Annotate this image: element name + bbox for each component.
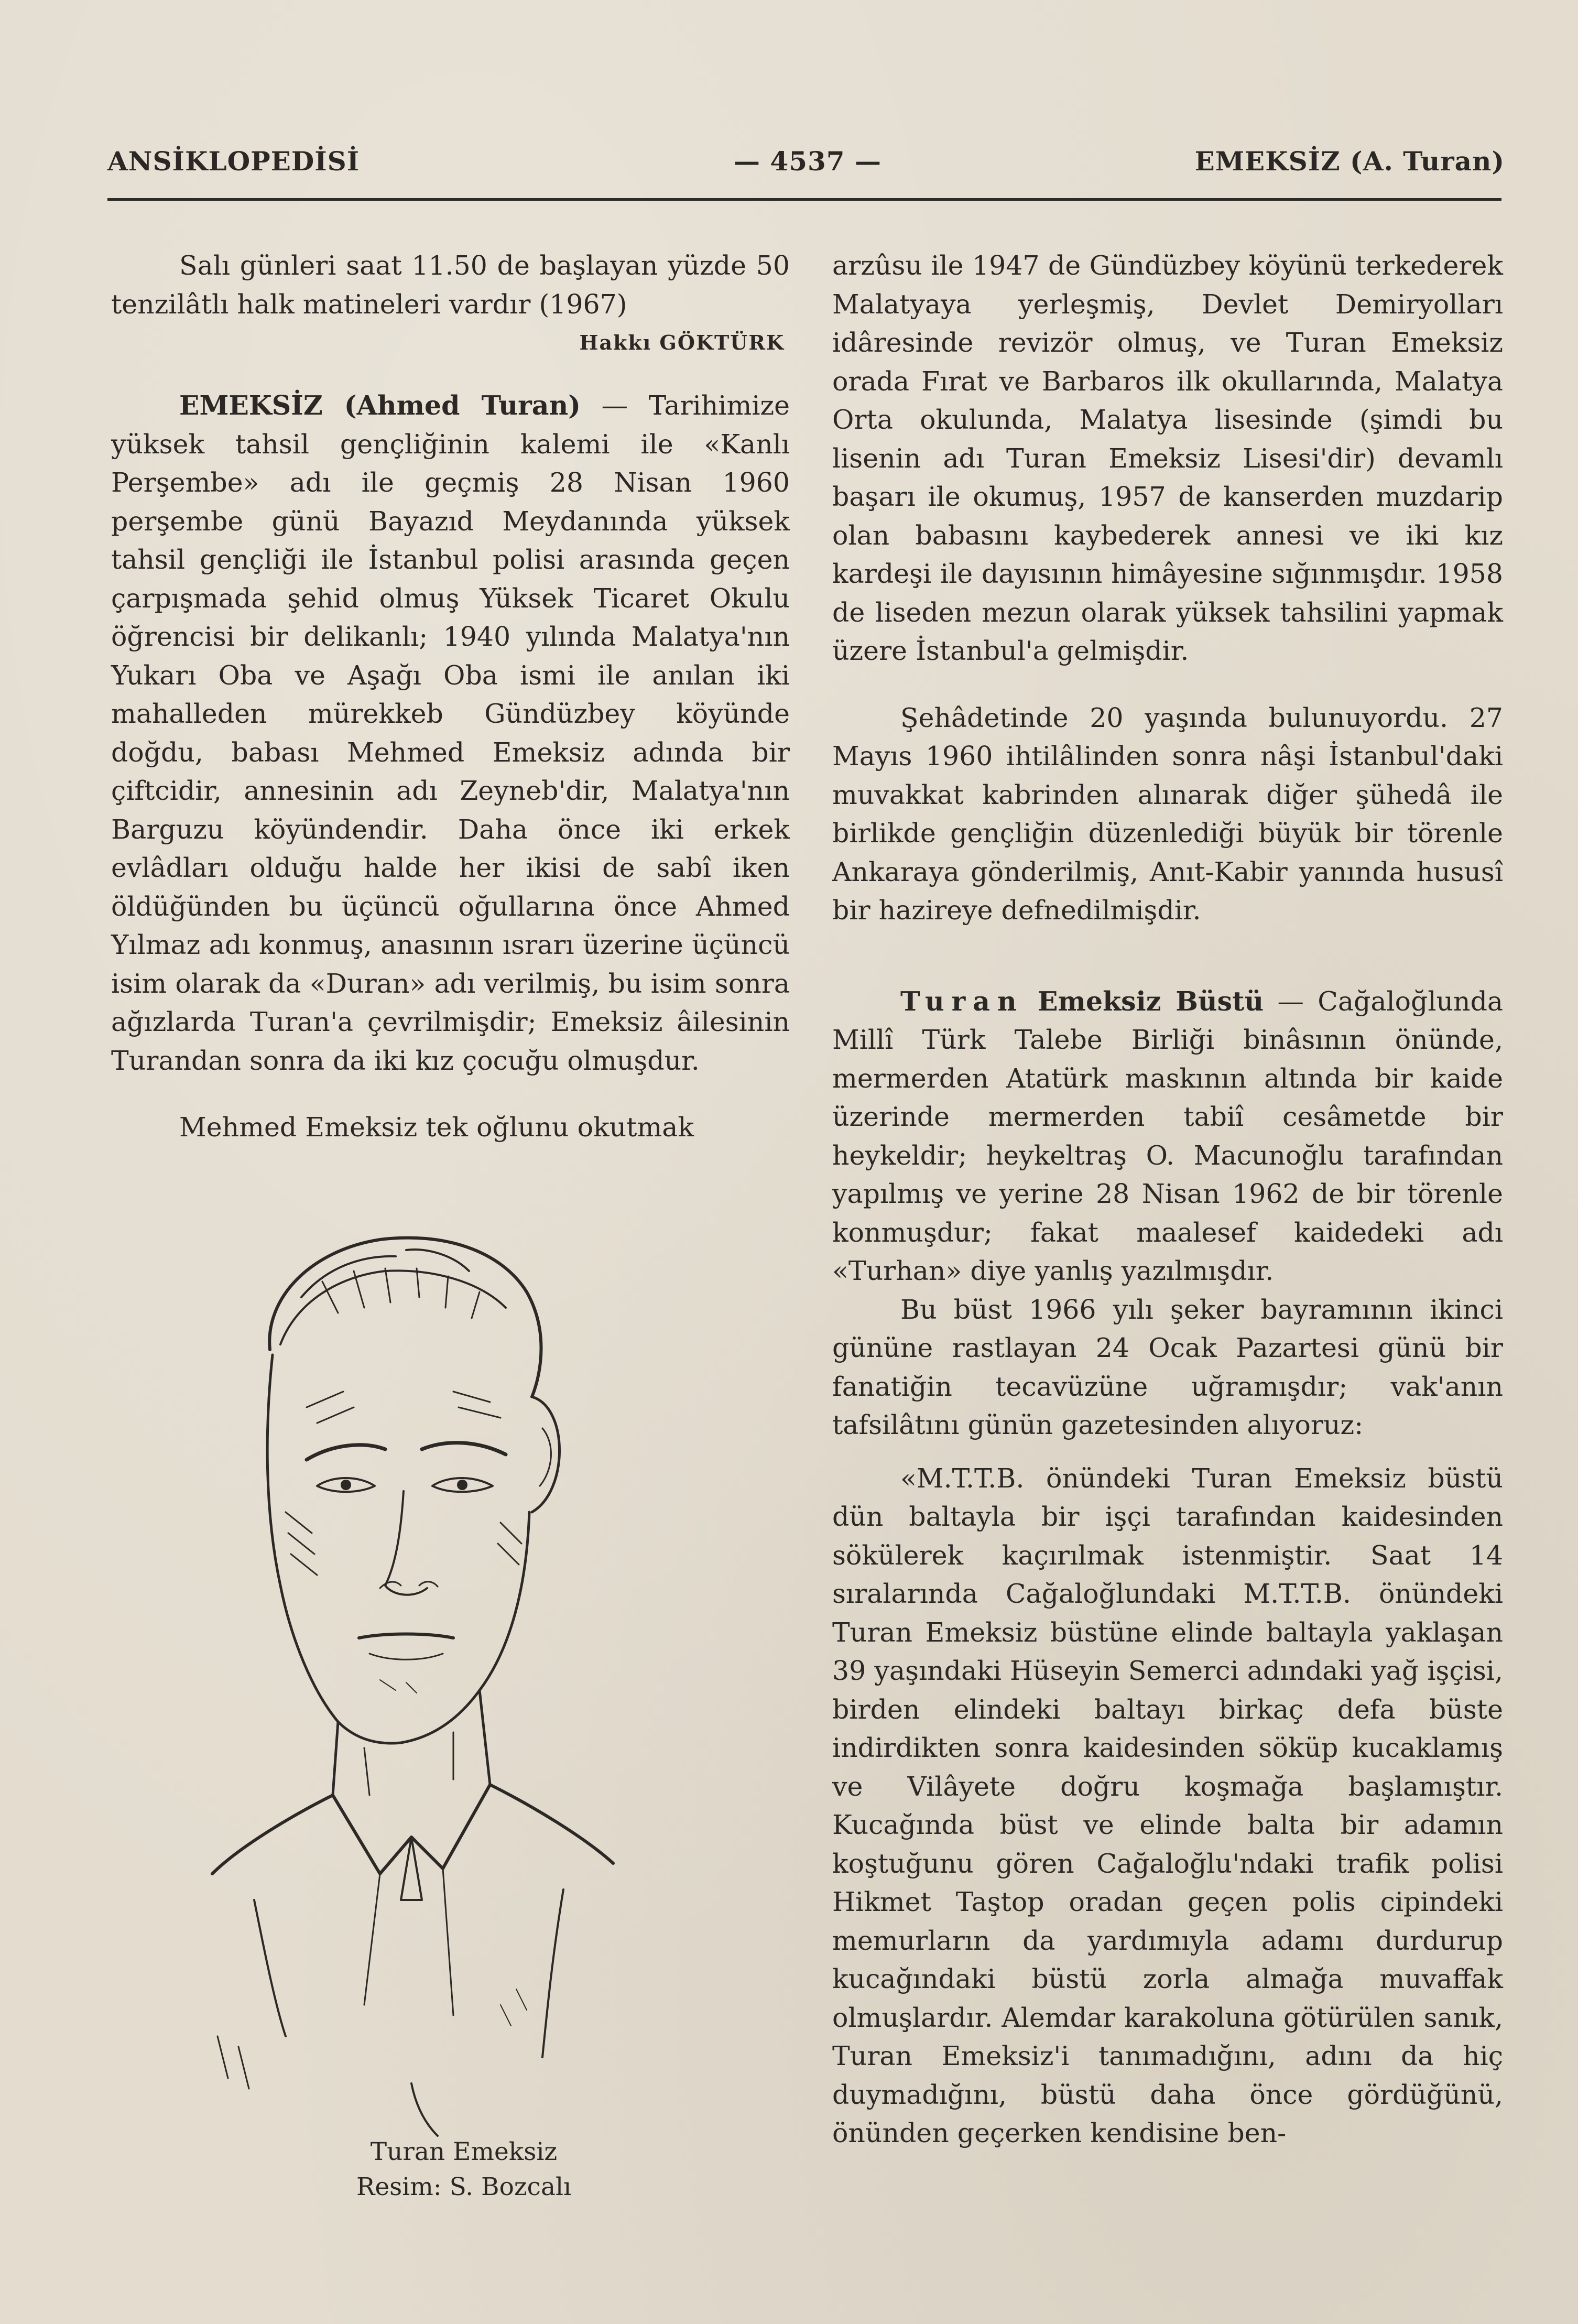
quoted-news: «M.T.T.B. önündeki Turan Emeksiz büstü dün baltayla bir işçi tarafından kaidesinden sökülerek kaçırılmak istenmiştir. Saat 14 sıralarında Cağaloğlundaki M.T.T.B. önündeki Turan Emeksiz büstüne elinde baltayla yaklaşan 39 yaşındaki Hüseyin Semerci adındaki yağ işçisi, birden elindeki baltayı birkaç defa büste indirdikten sonra kaidesinden söküp kucaklamış ve Vilâyete doğru koşmağa başlamıştır. Kucağında büst ve elinde balta bir adamın koştuğunu gören Cağaloğlu'ndaki trafik polisi Hikmet Taştop oradan geçen polis cipindeki memurların da yardımıyla adamı durdurup kucağındaki büstü zorla almağa muvaffak olmuşlardır. Alemdar karakoluna götürülen sanık, Turan Emeksiz'i tanımadığını, adını da hiç duymadığını, büstü daha önce gördüğünü, önünden geçerken kendisine ben- — [832, 1462, 1503, 2148]
page-number: — 4537 — — [734, 146, 881, 177]
left-column — [111, 246, 790, 1147]
bust-paragraph — [832, 982, 1503, 1290]
paragraph-4: Bu büst 1966 yılı şeker bayramının ikinci gününe rastlayan 24 Ocak Pazartesi günü bir fanatiğin tecavüzüne uğramışdır; vak'anın tafsilâtını günün gazetesinden alıyoruz: — [832, 1294, 1503, 1440]
entry-paragraph — [111, 386, 790, 1080]
author-signature: Hakkı GÖKTÜRK — [579, 331, 785, 354]
running-header-left: ANSİKLOPEDİSİ — [107, 146, 360, 177]
intro-paragraph: Salı günleri saat 11.50 de başlayan yüzde 50 tenzilâtlı halk matineleri vardır (1967) — [111, 250, 790, 320]
header-rule — [107, 198, 1501, 201]
entry-body: — Tarihimize yüksek tahsil gençliğinin kalemi ile «Kanlı Perşembe» adı ile geçmiş 28 Nisan 1960 perşembe günü Bayazıd Meydanında yüksek tahsil gençliği ile İstanbul polisi arasında geçen çarpışmada şehid olmuş Yüksek Ticaret Okulu öğrencisi bir delikanlı; 1940 yılında Malatya'nın Yukarı Oba ve Aşağı Oba ismi ile anılan iki mahalleden mürekkeb Gündüzbey köyünde doğdu, babası Mehmed Emeksiz adında bir çiftcidir, annesinin adı Zeyneb'dir, Malatya'nın Barguzu köyündendir. Daha önce iki erkek evlâdları olduğu halde her ikisi de sabî iken öldüğünden bu üçüncü oğullarına önce Ahmed Yılmaz adı konmuş, anasının ısrarı üzerine üçüncü isim olarak da «Duran» adı verilmiş, bu isim sonra ağızlarda Turan'a çevrilmişdir; Emeksiz âilesinin Turandan sonra da iki kız çocuğu olmuşdur. — [111, 390, 790, 1076]
paragraph-2: Şehâdetinde 20 yaşında bulunuyordu. 27 Mayıs 1960 ihtilâlinden sonra nâşi İstanbul'daki muvakkat kabrinden alınarak diğer şühedâ ile birlikde gençliğin düzenlediği büyük bir törenle Ankaraya gönderilmiş, Anıt-Kabir yanında hususî bir hazireye defnedilmişdir. — [832, 702, 1503, 926]
figure-caption: Turan Emeksiz — [370, 2137, 558, 2166]
portrait-sketch — [207, 1219, 616, 2141]
bust-heading: Emeksiz Büstü — [1038, 985, 1264, 1017]
continuation-line: Mehmed Emeksiz tek oğlunu okutmak — [179, 1112, 694, 1143]
entry-heading: EMEKSİZ (Ahmed Turan) — [179, 390, 581, 421]
right-column — [832, 246, 1503, 2153]
paragraph-1: arzûsu ile 1947 de Gündüzbey köyünü terkederek Malatyaya yerleşmiş, Devlet Demiryolları idâresinde revizör olmuş, ve Turan Emeksiz orada Fırat ve Barbaros ilk okullarında, Malatya Orta okulunda, Malatya lisesinde (şimdi bu lisenin adı Turan Emeksiz Lisesi'dir) devamlı başarı ile okumuş, 1957 de kanserden muzdarip olan babasını kaybederek annesi ve iki kız kardeşi ile dayısının himâyesine sığınmışdır. 1958 de liseden mezun olarak yüksek tahsilini yapmak üzere İstanbul'a gelmişdir. — [832, 250, 1503, 666]
bust-heading-spaced: Turan — [900, 985, 1024, 1017]
bust-body: — Cağaloğlunda Millî Türk Talebe Birliği binâsının önünde, mermerden Atatürk maskının altında bir kaide üzerinde mermerden tabiî cesâmetde bir heykeldir; heykeltraş O. Macunoğlu tarafından yapılmış ve yerine 28 Nisan 1962 de bir törenle konmuşdur; fakat maalesef kaidedeki adı «Turhan» diye yanlış yazılmışdır. — [832, 985, 1503, 1286]
figure-credit: Resim: S. Bozcalı — [356, 2173, 572, 2201]
running-header-right: EMEKSİZ (A. Turan) — [1194, 146, 1505, 177]
